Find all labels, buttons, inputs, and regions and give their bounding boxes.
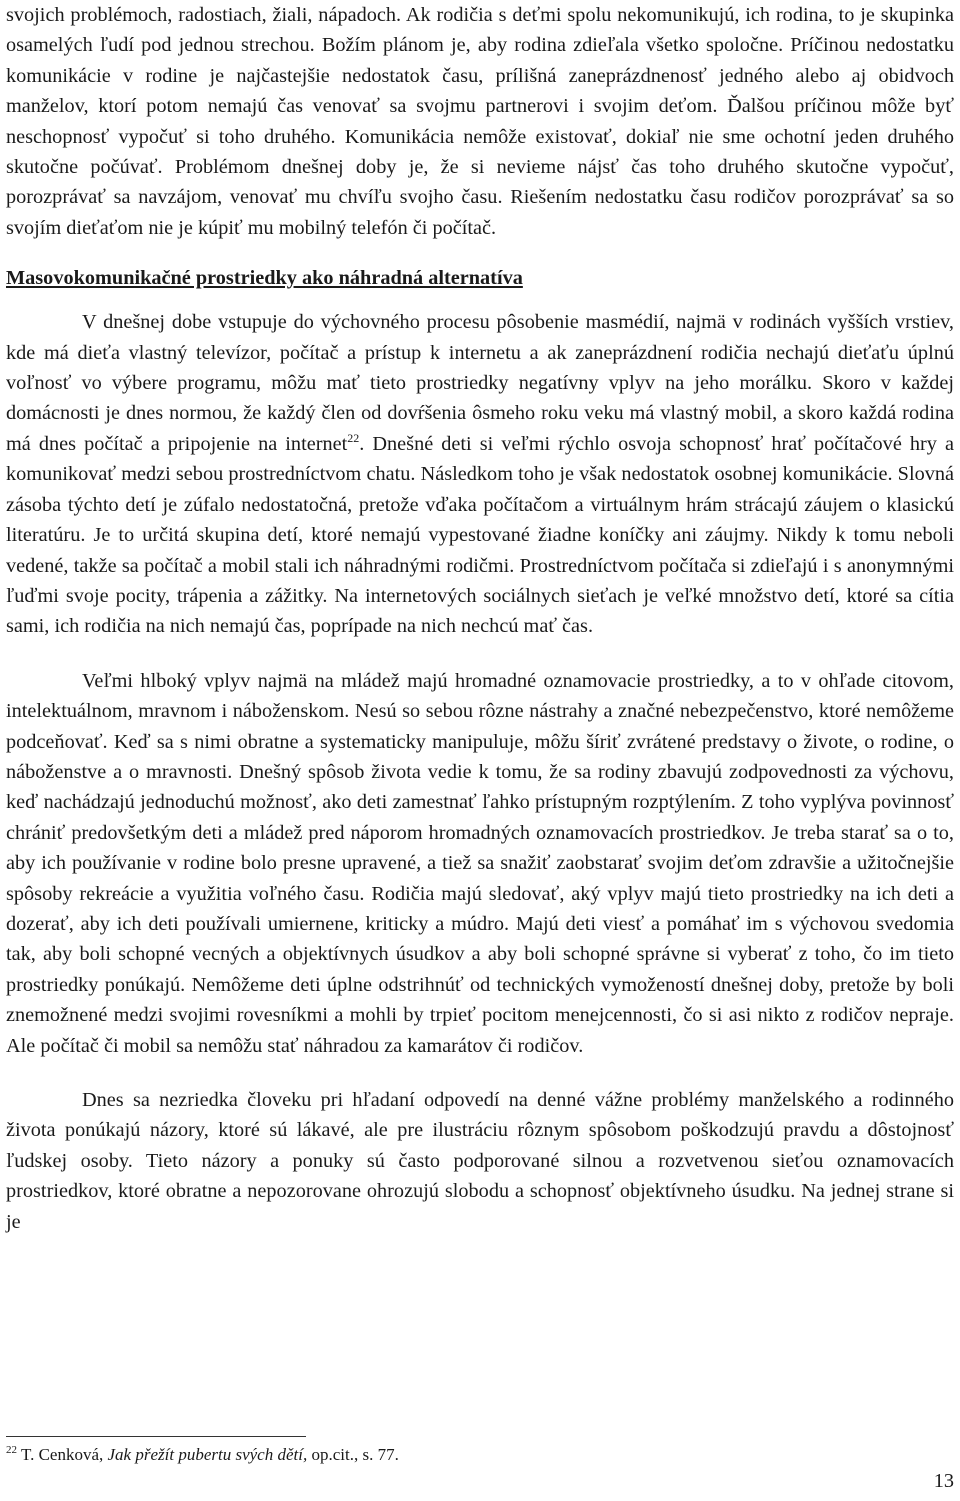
paragraph-communication: svojich problémoch, radostiach, žiali, nápadoch. Ak rodičia s deťmi spolu nekomunikujú, ich rodina, to je skupinka osamelých ľudí pod jednou strechou. Božím plánom je, aby rodina zdieľala všetko spoločne. Príčinou nedostatku komunikácie v rodine je najčastejšie nedostatok času, prílišná zaneprázdnenosť jedného alebo aj obidvoch manželov, ktorí potom nemajú čas venovať sa svojmu partnerovi i svojim deťom. Ďalšou príčinou môže byť neschopnosť vypočuť si toho druhého. Komunikácia nemôže existovať, dokiaľ nie sme ochotní jeden druhého skutočne počúvať. Problémom dnešnej doby je, že si nevieme nájsť čas toho druhého skutočne vypočuť, porozprávať sa navzájom, venovať mu chvíľu svojho času. Riešením nedostatku času rodičov porozprávať sa so svojím dieťaťom nie je kúpiť mu mobilný telefón či počítač.: [6, 4, 954, 239]
paragraph-marriage-family: Dnes sa nezriedka človeku pri hľadaní odpovedí na denné vážne problémy manželského a rodinného života ponúkajú názory, ktoré sú lákavé, ale pre ilustráciu rôznym spôsobom poškodzujú pravdu a dôstojnosť ľudskej osoby. Tieto názory a ponuky sú často podporované silnou a rozvetvenou sieťou oznamovacích prostriedkov, ktoré obratne a nepozorovane ohrozujú slobodu a schopnosť objektívneho úsudku. Na jednej strane si je: [6, 1089, 954, 1233]
footnote-number: 22: [6, 1444, 17, 1456]
section-heading: Masovokomunikačné prostriedky ako náhradná alternatíva: [6, 267, 523, 290]
footnote-title: Jak přežít pubertu svých dětí,: [107, 1445, 308, 1464]
footnote-citation: op.cit., s. 77.: [307, 1445, 399, 1464]
footnote-author: T. Cenková,: [20, 1445, 108, 1464]
paragraph-mass-media: [6, 307, 954, 641]
page-number: 13: [933, 1470, 954, 1492]
footnote: [6, 1443, 399, 1467]
paragraph-influence-on-youth: Veľmi hlboký vplyv najmä na mládež majú hromadné oznamovacie prostriedky, a to v ohľade citovom, intelektuálnom, mravnom i náboženskom. Nesú so sebou rôzne nástrahy a značné nebezpečenstvo, ktoré nemôžeme podceňovať. Keď sa s nimi obratne a systematicky manipuluje, môžu šíriť zvrátené predstavy o živote, o rodine, o náboženstve a o mravnosti. Dnešný spôsob života vedie k tomu, že sa rodiny zbavujú zodpovednosti za výchovu, keď nachádzajú jednoduchú možnosť, ako deti zamestnať ľahko prístupným rozptýlením. Z toho vyplýva povinnosť chrániť predovšetkým deti a mládež pred náporom hromadných oznamovacích prostriedkov. Je treba starať sa o to, aby ich používanie v rodine bolo presne upravené, a tiež sa snažiť zaobstarať svojim deťom zdravšie a užitočnejšie spôsoby rekreácie a využitia voľného času. Rodičia majú sledovať, aký vplyv majú tieto prostriedky na ich deti a dozerať, aby ich deti používali umiernene, kriticky a múdro. Majú deti viesť a pomáhať im s výchovou svedomia tak, aby boli schopné vecných a objektívnych úsudkov a aby boli schopné správne si vyberať z toho, čo im tieto prostriedky ponúkajú. Nemôžeme deti úplne odstrihnúť od technických vymožeností dnešnej doby, pretože by boli znemožnené medzi svojimi rovesníkmi a mohli by trpieť pocitom menejcennosti, čo si asi nikto z rodičov nepraje. Ale počítač či mobil sa nemôžu stať náhradou za kamarátov či rodičov.: [6, 669, 954, 1057]
footnote-reference[interactable]: 22: [347, 430, 360, 445]
document-page: [6, 0, 954, 1237]
paragraph-mass-media-part2: . Dnešné deti si veľmi rýchlo osvoja schopnosť hrať počítačové hry a komunikovať medzi sebou prostredníctvom chatu. Následkom toho je však nedostatok osobnej komunikácie. Slovná zásoba týchto detí je zúfalo nedostatočná, pretože vďaka počítačom a virtuálnym hrám strácajú záujem o klasickú literatúru. Je to určitá skupina detí, ktoré nemajú vypestované žiadne koníčky ani záujmy. Nikdy k tomu neboli vedené, takže sa počítač a mobil stali ich náhradnými rodičmi. Prostredníctvom počítača si zdieľajú i s anonymnými ľuďmi svoje pocity, trápenia a zážitky. Na internetových sociálnych sieťach je veľké množstvo detí, ktoré sa cítia sami, ich rodičia na nich nemajú čas, poprípade na nich nechcú mať čas.: [6, 432, 954, 638]
footnote-divider: [6, 1436, 306, 1437]
paragraph-mass-media-part1: V dnešnej dobe vstupuje do výchovného procesu pôsobenie masmédií, najmä v rodinách vyšších vrstiev, kde má dieťa vlastný televízor, počítač a prístup k internetu a ak zaneprázdnení rodičia nechajú dieťaťu úplnú voľnosť vo výbere programu, môžu mať tieto prostriedky negatívny vplyv na jeho morálku. Skoro v každej domácnosti je dnes normou, že každý člen od dovŕšenia ôsmeho roku veku má vlastný mobil, a skoro každá rodina má dnes počítač a pripojenie na internet: [6, 311, 954, 455]
